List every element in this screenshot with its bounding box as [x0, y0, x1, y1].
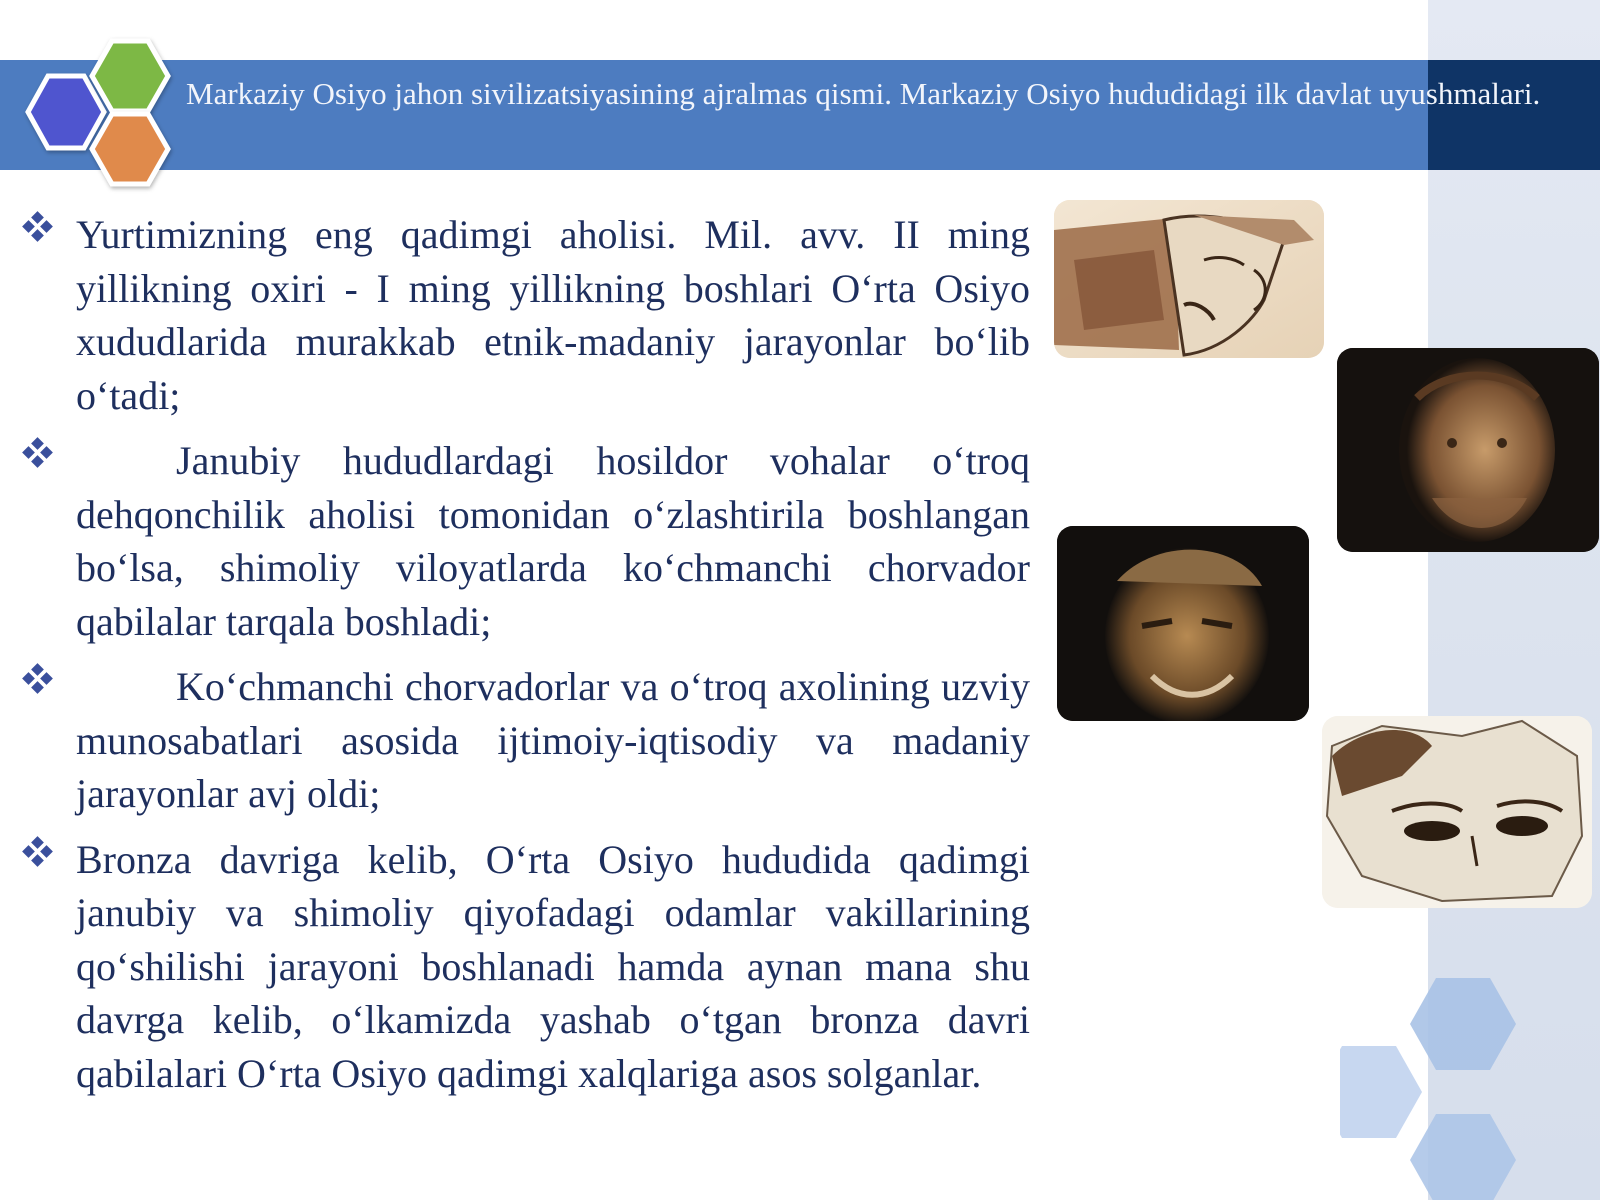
slide-title: Markaziy Osiyo jahon sivilizatsiyasining ajralmas qismi. Markaziy Osiyo hududidagi ilk davlat uyushmalari. [186, 76, 1541, 111]
blue-hexagon [28, 76, 104, 148]
bullet-diamond-icon [20, 210, 56, 246]
green-hexagon [92, 41, 168, 111]
bullet-diamond-icon [20, 436, 56, 472]
bullet-text: Yurtimizning eng qadimgi aholisi. Mil. avv. II ming yillikning oxiri - I ming yillikning boshlari O‘rta Osiyo xududlarida murakkab etnik-madaniy jarayonlar bo‘lib o‘tadi; [76, 212, 1030, 418]
mural-face-photo [1054, 200, 1324, 358]
painted-fragment-photo [1322, 716, 1592, 908]
bullet-diamond-icon [20, 835, 56, 871]
bullet-diamond-icon [20, 662, 56, 698]
decorative-hexagons [1340, 978, 1600, 1200]
bullet-item [20, 208, 1030, 422]
bullet-text: Janubiy hududlardagi hosildor vohalar o‘troq dehqonchilik aholisi tomonidan o‘zlashtirila boshlangan bo‘lsa, shimoliy viloyatlarda ko‘chmanchi chorvador qabilalar tarqala boshladi; [76, 438, 1030, 644]
bullet-text: Bronza davriga kelib, O‘rta Osiyo hududida qadimgi janubiy va shimoliy qiyofadagi odamlar vakillarining qo‘shilishi jarayoni boshlanadi hamda aynan mana shu davrga kelib, o‘lkamizda yashab o‘tgan bronza davri qabilalari O‘rta Osiyo qadimgi xalqlariga asos solganlar. [76, 836, 1030, 1096]
sculpted-head-photo [1337, 348, 1599, 552]
terracotta-head-photo [1057, 526, 1309, 721]
bullet-item [20, 660, 1030, 821]
bullet-item [20, 833, 1030, 1101]
bullet-item [20, 434, 1030, 648]
hexagon-logo [18, 36, 188, 196]
orange-hexagon [92, 114, 168, 184]
bullet-text: Ko‘chmanchi chorvadorlar va o‘troq axolining uzviy munosabatlari asosida ijtimoiy-iqtisodiy va madaniy jarayonlar avj oldi; [76, 664, 1030, 816]
bullet-list [20, 208, 1030, 1112]
